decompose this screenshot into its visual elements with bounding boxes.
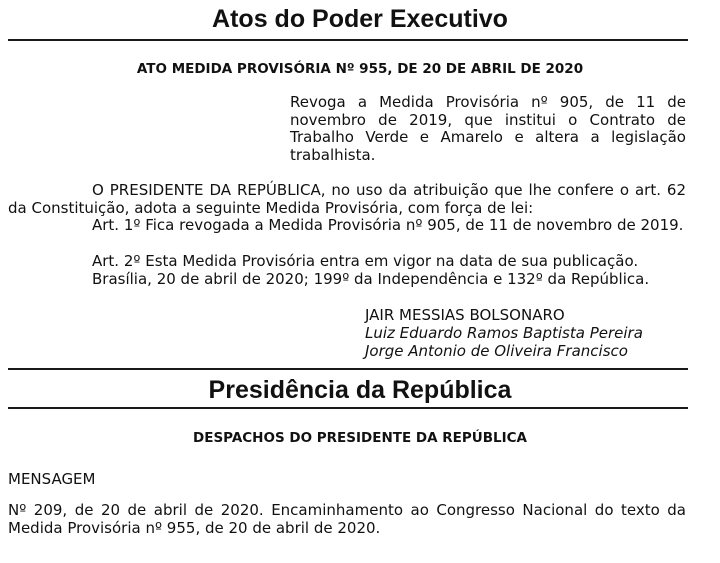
section-title-atos: Atos do Poder Executivo	[212, 5, 508, 33]
article-2-paragraph: Art. 2º Esta Medida Provisória entra em vigor na data de sua publicação.	[92, 252, 639, 270]
date-place-line: Brasília, 20 de abril de 2020; 199º da Independência e 132º da República.	[92, 270, 650, 288]
mensagem-label: MENSAGEM	[8, 470, 96, 488]
section-divider	[8, 368, 688, 370]
act-summary: Revoga a Medida Provisória nº 905, de 11 de novembro de 2019, que institui o Contrato de Trabalho Verde e Amarelo e altera a legislação trabalhista.	[290, 93, 686, 164]
despachos-heading: DESPACHOS DO PRESIDENTE DA REPÚBLICA	[193, 430, 527, 446]
act-heading: ATO MEDIDA PROVISÓRIA Nº 955, DE 20 DE ABRIL DE 2020	[136, 61, 584, 77]
signature-minister-1: Luiz Eduardo Ramos Baptista Pereira	[365, 324, 643, 342]
signature-president: JAIR MESSIAS BOLSONARO	[365, 306, 565, 324]
article-1-paragraph: Art. 1º Fica revogada a Medida Provisória nº 905, de 11 de novembro de 2019.	[92, 216, 684, 234]
preamble-paragraph: O PRESIDENTE DA REPÚBLICA, no uso da atribuição que lhe confere o art. 62 da Constituição, adota a seguinte Medida Provisória, com força de lei:	[8, 181, 686, 217]
signature-minister-2: Jorge Antonio de Oliveira Francisco	[365, 342, 628, 360]
mensagem-paragraph: Nº 209, de 20 de abril de 2020. Encaminhamento ao Congresso Nacional do texto da Medida Provisória nº 955, de 20 de abril de 2020.	[8, 501, 686, 537]
section-divider	[8, 39, 688, 41]
section-divider	[8, 407, 688, 409]
section-title-presidencia: Presidência da República	[208, 376, 512, 404]
